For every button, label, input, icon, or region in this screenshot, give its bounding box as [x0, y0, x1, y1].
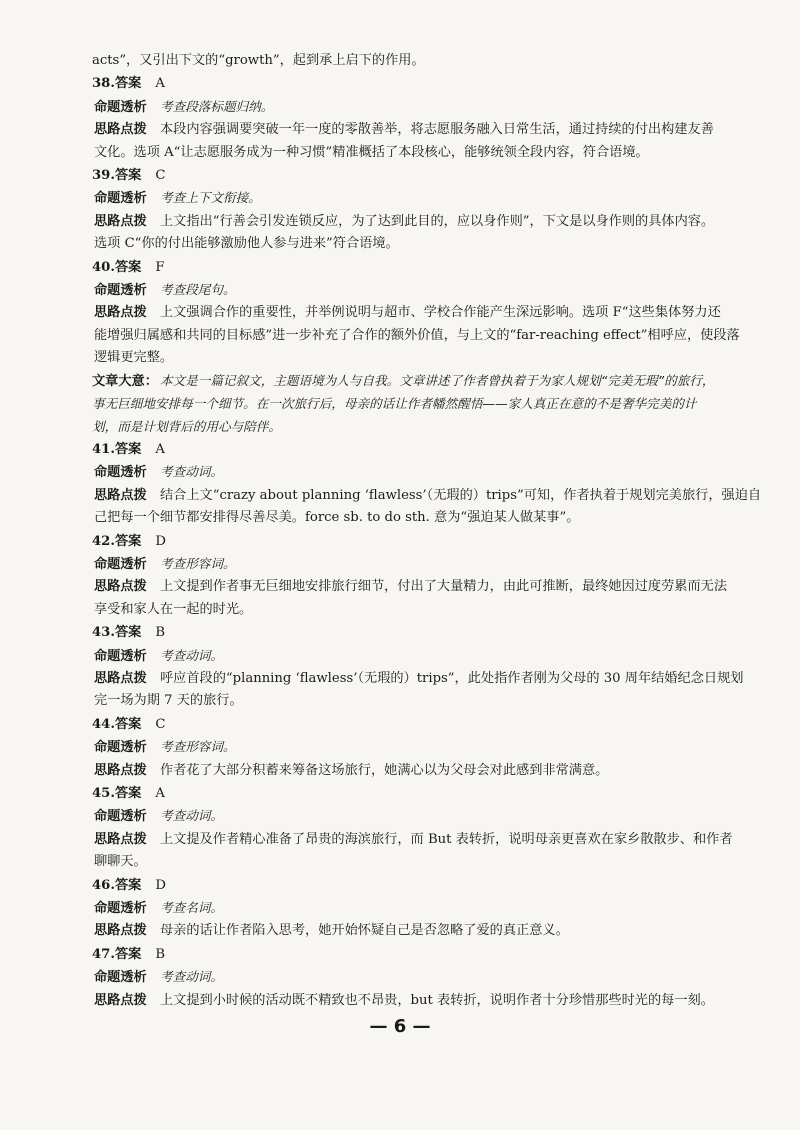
answer-label: 答案	[114, 946, 142, 962]
hint-text: 上文强调合作的重要性，并举例说明与超市、学校合作能产生深远影响。选项 F“这些集体努力还	[160, 305, 721, 321]
answer-letter: A	[155, 441, 165, 457]
answer-label: 答案	[114, 716, 142, 732]
hint-label: 思路点拨	[94, 670, 147, 686]
answer-label: 答案	[114, 259, 142, 275]
answer-letter: C	[155, 716, 166, 732]
question-block	[92, 783, 740, 874]
hint-text: 作者花了大部分积蓄来筹备这场旅行，她满心以为父母会对此感到非常满意。	[160, 762, 609, 778]
hint-text: 结合上文“crazy about planning ‘flawless’（无瑕的）trips”可知，作者执着于规划完美旅行，强迫自	[160, 487, 762, 503]
hint-label: 思路点拨	[94, 305, 147, 321]
question-number: 38.	[92, 76, 115, 92]
hint-text: 聊聊天。	[94, 854, 147, 870]
hint-text: 上文提及作者精心准备了昂贵的海滨旅行，而 But 表转折，说明母亲更喜欢在家乡散散步、和作者	[160, 831, 733, 847]
hint-text: 己把每一个细节都安排得尽善尽美。force sb. to do sth. 意为“强迫某人做某事”。	[94, 510, 580, 526]
hint-label: 思路点拨	[94, 487, 147, 503]
hint-label: 思路点拨	[94, 992, 147, 1008]
analysis-text: 考查动词。	[160, 808, 223, 824]
question-number: 43.	[92, 625, 115, 641]
question-number: 46.	[92, 877, 115, 893]
hint-text: 母亲的话让作者陷入思考，她开始怀疑自己是否忽略了爱的真正意义。	[160, 923, 569, 939]
hint-label: 思路点拨	[94, 762, 147, 778]
hint-text: 上文提到小时候的活动既不精致也不昂贵，but 表转折，说明作者十分珍惜那些时光的每一刻。	[160, 992, 714, 1008]
answer-letter: D	[155, 533, 166, 549]
answer-letter: A	[155, 786, 165, 801]
answer-label: 答案	[114, 625, 142, 641]
summary-line: 划，而是计划背后的用心与陪伴。	[92, 418, 281, 434]
analysis-text: 考查形容词。	[160, 739, 236, 755]
hint-text: 呼应首段的“planning ‘flawless’（无瑕的）trips”，此处指作者刚为父母的 30 周年结婚纪念日规划	[160, 670, 744, 686]
answer-label: 答案	[114, 786, 142, 801]
hint-text: 完一场为期 7 天的旅行。	[94, 693, 243, 709]
question-number: 45.	[92, 786, 115, 801]
intro-line: acts”，又引出下文的“growth”，起到承上启下的作用。	[92, 53, 425, 68]
analysis-text: 考查动词。	[160, 647, 223, 663]
question-block	[92, 165, 740, 256]
hint-label: 思路点拨	[94, 923, 147, 939]
analysis-label: 命题透析	[94, 99, 147, 115]
hint-text: 选项 C“你的付出能够激励他人参与进来”符合语境。	[94, 236, 399, 252]
question-block	[92, 714, 740, 782]
analysis-label: 命题透析	[94, 556, 147, 572]
hint-label: 思路点拨	[94, 213, 147, 229]
questions-38-40	[92, 73, 740, 369]
analysis-text: 考查动词。	[160, 969, 223, 985]
analysis-text: 考查形容词。	[160, 555, 236, 571]
question-number: 41.	[92, 441, 115, 457]
analysis-text: 考查段尾句。	[160, 282, 236, 298]
question-block	[92, 439, 762, 530]
answer-label: 答案	[114, 533, 142, 549]
summary-line: 事无巨细地安排每一个细节。在一次旅行后，母亲的话让作者幡然醒悟——家人真正在意的不是奢华完美的计	[92, 396, 697, 412]
hint-label: 思路点拨	[94, 122, 147, 138]
question-block	[92, 875, 740, 943]
hint-text: 能增强归属感和共同的目标感”进一步补充了合作的额外价值，与上文的“far-reaching effect”相呼应，使段落	[94, 327, 740, 343]
answer-label: 答案	[114, 168, 142, 184]
answer-letter: D	[155, 877, 166, 893]
question-number: 47.	[92, 946, 115, 962]
answer-letter: A	[155, 76, 165, 92]
analysis-label: 命题透析	[94, 648, 147, 664]
analysis-text: 考查名词。	[160, 900, 223, 916]
question-block	[92, 944, 740, 1012]
answer-letter: B	[155, 625, 166, 641]
question-block	[92, 257, 740, 370]
question-number: 39.	[92, 168, 115, 184]
question-number: 44.	[92, 716, 115, 732]
question-block	[92, 622, 744, 713]
answer-label: 答案	[114, 877, 142, 893]
hint-text: 文化。选项 A“让志愿服务成为一种习惯”精准概括了本段核心，能够统领全段内容，符合语境。	[94, 144, 649, 160]
hint-text: 享受和家人在一起的时光。	[94, 601, 253, 617]
answer-letter: C	[155, 168, 166, 184]
hint-text: 本段内容强调要突破一年一度的零散善举，将志愿服务融入日常生活，通过持续的付出构建友善	[160, 122, 714, 138]
page-number: — 6 —	[369, 1016, 431, 1037]
answer-letter: B	[155, 946, 166, 962]
analysis-text: 考查上下文衔接。	[160, 190, 261, 206]
answer-label: 答案	[114, 441, 142, 457]
analysis-label: 命题透析	[94, 901, 147, 917]
question-number: 40.	[92, 259, 115, 275]
article-summary	[92, 370, 740, 438]
question-block	[92, 531, 740, 622]
question-block	[92, 73, 740, 164]
analysis-label: 命题透析	[94, 191, 147, 207]
summary-label: 文章大意：	[92, 373, 158, 389]
analysis-label: 命题透析	[94, 970, 147, 986]
analysis-label: 命题透析	[94, 283, 147, 299]
analysis-text: 考查段落标题归纳。	[160, 98, 274, 114]
analysis-text: 考查动词。	[160, 464, 223, 480]
hint-text: 上文提到作者事无巨细地安排旅行细节，付出了大量精力，由此可推断，最终她因过度劳累而无法	[160, 579, 728, 595]
questions-41-47	[92, 439, 762, 1012]
hint-text: 逻辑更完整。	[94, 350, 174, 366]
hint-label: 思路点拨	[94, 831, 147, 847]
hint-text: 上文指出“行善会引发连锁反应，为了达到此目的，应以身作则”，下文是以身作则的具体内容。	[160, 213, 715, 229]
analysis-label: 命题透析	[94, 740, 147, 756]
hint-label: 思路点拨	[94, 579, 147, 595]
summary-line: 本文是一篇记叙文，主题语境为人与自我。文章讲述了作者曾执着于为家人规划“完美无瑕”的旅行，	[159, 372, 715, 388]
answer-label: 答案	[114, 76, 142, 92]
question-number: 42.	[92, 533, 115, 549]
analysis-label: 命题透析	[94, 809, 147, 825]
analysis-label: 命题透析	[94, 465, 147, 481]
answer-letter: F	[155, 259, 165, 275]
